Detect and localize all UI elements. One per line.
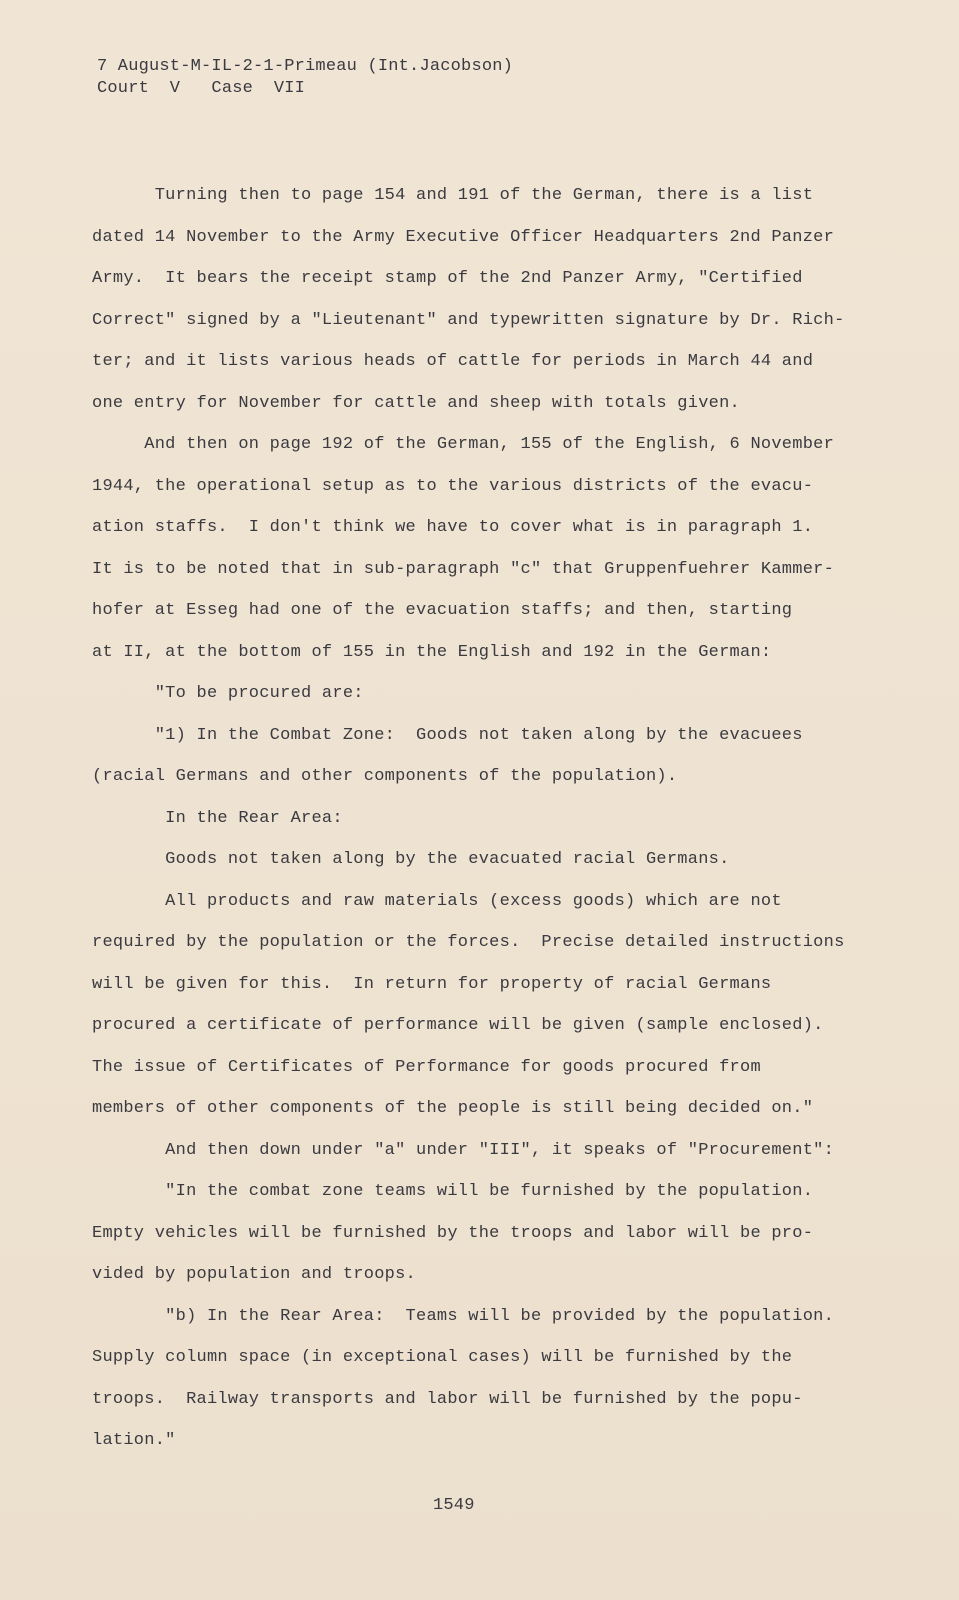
body-text-line: (racial Germans and other components of the population). xyxy=(92,767,678,786)
body-text-line: one entry for November for cattle and sheep with totals given. xyxy=(92,393,741,413)
body-text-line: "1) In the Combat Zone: Goods not taken along by the evacuees xyxy=(92,725,803,745)
body-text-line: And then down under "a" under "III", it speaks of "Procurement": xyxy=(92,1140,835,1160)
body-text-line: vided by population and troops. xyxy=(92,1265,417,1284)
body-text-line: Supply column space (in exceptional cases) will be furnished by the xyxy=(92,1348,793,1367)
body-text-line: members of other components of the people is still being decided on." xyxy=(92,1099,814,1118)
body-text-line: Goods not taken along by the evacuated racial Germans. xyxy=(92,850,730,869)
body-text-line: In the Rear Area: xyxy=(92,808,343,828)
body-text-line: All products and raw materials (excess goods) which are not xyxy=(92,891,782,911)
body-text-line: hofer at Esseg had one of the evacuation staffs; and then, starting xyxy=(92,601,793,620)
document-body xyxy=(92,175,852,1462)
body-text-line: Turning then to page 154 and 191 of the German, there is a list xyxy=(92,186,814,205)
body-text-line: lation." xyxy=(92,1431,176,1450)
body-text-line: Correct" signed by a "Lieutenant" and typewritten signature by Dr. Rich- xyxy=(92,310,845,330)
body-text-line: will be given for this. In return for property of racial Germans xyxy=(92,974,772,994)
body-text-line: "In the combat zone teams will be furnished by the population. xyxy=(92,1182,814,1201)
body-text-line: "b) In the Rear Area: Teams will be provided by the population. xyxy=(92,1306,835,1326)
body-text-line: troops. Railway transports and labor will be furnished by the popu- xyxy=(92,1389,803,1409)
body-text-line: The issue of Certificates of Performance for goods procured from xyxy=(92,1057,761,1077)
body-text-line: required by the population or the forces. Precise detailed instructions xyxy=(92,933,845,952)
body-text-line: Empty vehicles will be furnished by the troops and labor will be pro- xyxy=(92,1223,814,1243)
header-case-reference: 7 August-M-IL-2-1-Primeau (Int.Jacobson) xyxy=(97,57,514,76)
body-text-line: And then on page 192 of the German, 155 of the English, 6 November xyxy=(92,435,835,454)
body-text-line: ter; and it lists various heads of cattle for periods in March 44 and xyxy=(92,352,814,371)
page-number: 1549 xyxy=(433,1496,475,1515)
body-text-line: dated 14 November to the Army Executive Officer Headquarters 2nd Panzer xyxy=(92,227,835,247)
body-text-line: Army. It bears the receipt stamp of the 2nd Panzer Army, "Certified xyxy=(92,269,803,288)
body-text-line: 1944, the operational setup as to the various districts of the evacu- xyxy=(92,476,814,496)
body-text-line: "To be procured are: xyxy=(92,684,364,703)
document-header xyxy=(97,56,513,100)
header-court-case: Court V Case VII xyxy=(97,79,306,98)
body-text-line: at II, at the bottom of 155 in the English and 192 in the German: xyxy=(92,642,772,662)
body-text-line: It is to be noted that in sub-paragraph "c" that Gruppenfuehrer Kammer- xyxy=(92,559,835,579)
body-text-line: ation staffs. I don't think we have to cover what is in paragraph 1. xyxy=(92,518,814,537)
body-text-line: procured a certificate of performance will be given (sample enclosed). xyxy=(92,1016,824,1035)
